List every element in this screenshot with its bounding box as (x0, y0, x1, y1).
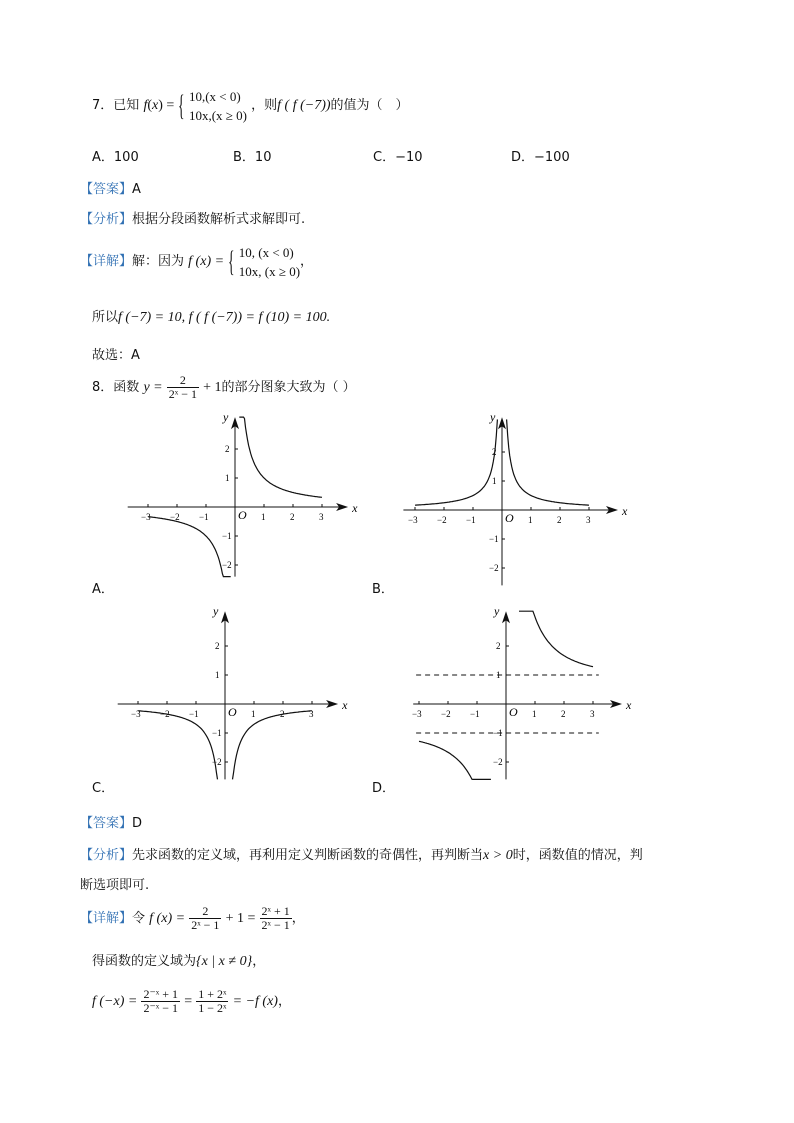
graph-d-y-tick-label: −2 (493, 757, 503, 767)
q8-analysis-line1: 【分析】先求函数的定义域，再利用定义判断函数的奇偶性，再判断当x > 0时，函数值的情况，判 (80, 848, 643, 863)
q7-option-b: B．10 (233, 150, 272, 165)
graph-a-y-tick-label: −1 (222, 531, 232, 541)
graph-b-y-tick-label: −2 (489, 563, 499, 573)
graph-c-curve-1 (233, 711, 313, 780)
graph-d-x-tick-label: −3 (412, 709, 422, 719)
graph-c-x-tick-label: −1 (189, 709, 199, 719)
graph-c-x-tick-label: 2 (280, 709, 285, 719)
graph-b-x-tick-label: 3 (586, 515, 591, 525)
q7-middle: ，则 (251, 98, 278, 113)
graph-b (400, 412, 635, 587)
q7-cond2: (x ≥ 0) (211, 107, 248, 123)
q7-detail-cases: 10, (x < 0) 10x, (x ≥ 0) (238, 244, 301, 279)
q7-piece2: 10x, (188, 107, 212, 123)
q7-option-a: A．100 (92, 150, 139, 165)
graph-b-y-tick-label: −1 (489, 534, 499, 544)
graph-b-y-name: y (490, 412, 496, 425)
graph-c-curve-2 (138, 711, 218, 780)
q7-detail: 【详解】解：因为 f (x) = { 10, (x < 0) 10x, (x ≥ 0) ， (80, 244, 314, 279)
q7-answer: 【答案】A (80, 182, 141, 197)
graph-c-y-tick-label: −1 (212, 728, 222, 738)
graph-a-x-tick-label: −2 (170, 512, 180, 522)
graph-c-x-tick-label: 3 (309, 709, 314, 719)
q7-brace: { (178, 88, 185, 122)
q7-cases (189, 87, 247, 125)
graph-c-y-tick-label: 1 (215, 670, 220, 680)
graph-a-x-tick-label: 1 (261, 512, 266, 522)
graph-c-y-name: y (213, 604, 219, 619)
graph-c-label: C． (92, 781, 115, 796)
graph-c-y-tick-label: 2 (215, 641, 220, 651)
graph-d-x-tick-label: 3 (590, 709, 595, 719)
q7-var: x (152, 98, 159, 113)
q8-fraction: $\frac{2}{\text{2ˣ − 1}}$ (168, 373, 197, 401)
q7-analysis: 【分析】根据分段函数解析式求解即可. (80, 212, 306, 227)
q7-prefix: 已知 (113, 98, 140, 113)
graph-b-x-tick-label: −1 (466, 515, 476, 525)
graph-a-y-tick-label: 2 (225, 444, 230, 454)
q7-suffix: 的值为（ ） (330, 98, 409, 113)
graph-c (110, 604, 355, 782)
graph-d-y-tick-label: 2 (496, 641, 501, 651)
q8-analysis-line2: 断选项即可. (80, 878, 150, 893)
graph-b-x-name: x (622, 504, 628, 518)
graph-a-y-tick-label: −2 (222, 560, 232, 570)
graph-a-y-tick-label: 1 (225, 473, 230, 483)
graph-d-curve-2 (419, 741, 491, 779)
graph-c-x-name: x (342, 698, 348, 712)
graph-c-x-tick-label: −2 (160, 709, 170, 719)
graph-a-x-tick-label: 3 (319, 512, 324, 522)
q7-choose: 故选：A (92, 348, 140, 363)
graph-a (120, 412, 365, 584)
graph-a-x-tick-label: −1 (199, 512, 209, 522)
q8-domain: 得函数的定义域为{x | x ≠ 0}， (92, 954, 266, 969)
q7-number: 7． (92, 98, 114, 113)
q7-func: f (143, 98, 148, 113)
graph-c-x-tick-label: −3 (131, 709, 141, 719)
q8-detail: 【详解】令 f (x) = $\frac{2}{\text{2ˣ − 1}}$ + 1 = $\frac{\text{2ˣ + 1}}{\text{2ˣ − 1}}$ ， (80, 904, 305, 932)
graph-d-x-tick-label: 2 (561, 709, 566, 719)
q7-so: 所以f (−7) = 10, f ( f (−7)) = f (10) = 100. (92, 310, 331, 325)
graph-d-x-tick-label: −2 (441, 709, 451, 719)
q7-option-c: C．−10 (373, 150, 423, 165)
graph-d-x-tick-label: −1 (470, 709, 480, 719)
graph-a-y-name: y (223, 412, 229, 425)
q7-piece1: 10, (188, 88, 206, 104)
graph-c-x-tick-label: 1 (251, 709, 256, 719)
q7-detail-func: f (x) = (188, 254, 225, 269)
graph-a-x-name: x (352, 501, 358, 515)
graph-a-x-tick-label: −3 (141, 512, 151, 522)
graph-a-label: A． (92, 582, 114, 597)
graph-d-curve-1 (519, 611, 593, 667)
graph-d-y-name: y (494, 604, 500, 619)
graph-b-curve-1 (507, 419, 589, 505)
graph-b-x-tick-label: 1 (528, 515, 533, 525)
q7-stem: 7．已知 f(x) = { 10,(x < 0) 10x,(x ≥ 0) ，则f ( f (−7))的值为（ ） (92, 88, 409, 123)
graph-a-x-tick-label: 2 (290, 512, 295, 522)
graph-d-label: D． (372, 781, 396, 796)
q7-detail-brace: { (228, 244, 235, 278)
graph-b-y-tick-label: 1 (492, 476, 497, 486)
graph-a-curve-1 (239, 417, 322, 497)
q8-odd: f (−x) = $\frac{\text{2⁻ˣ + 1}}{\text{2⁻ˣ − 1}}$ = $\frac{\text{1 + 2ˣ}}{\text{1 − 2ˣ}}$ = −f (x)， (92, 987, 291, 1015)
q8-answer: 【答案】D (80, 816, 143, 831)
graph-b-curve-2 (415, 419, 497, 505)
graph-d-x-tick-label: 1 (532, 709, 537, 719)
graph-b-x-tick-label: −2 (437, 515, 447, 525)
graph-d (405, 604, 640, 782)
graph-b-label: B． (372, 582, 394, 597)
q8-stem: 8．函数 y = $\frac{2}{\text{2ˣ − 1}}$ + 1的部分图象大致为（ ） (92, 373, 356, 401)
q7-cond1: (x < 0) (205, 88, 241, 104)
graph-d-y-tick-label: 1 (496, 670, 501, 680)
graph-c-y-tick-label: −2 (212, 757, 222, 767)
q7-expr: f ( f (−7)) (277, 98, 331, 113)
graph-d-y-tick-label: −1 (493, 728, 503, 738)
graph-b-y-tick-label: 2 (492, 447, 497, 457)
graph-a-curve-2 (148, 517, 231, 577)
graph-d-origin: O (509, 705, 518, 719)
graph-b-origin: O (505, 511, 514, 525)
graph-d-x-name: x (626, 698, 632, 712)
graph-c-origin: O (228, 705, 237, 719)
graph-a-origin: O (238, 508, 247, 522)
graph-b-x-tick-label: −3 (408, 515, 418, 525)
graph-b-x-tick-label: 2 (557, 515, 562, 525)
q7-option-d: D．−100 (511, 150, 570, 165)
